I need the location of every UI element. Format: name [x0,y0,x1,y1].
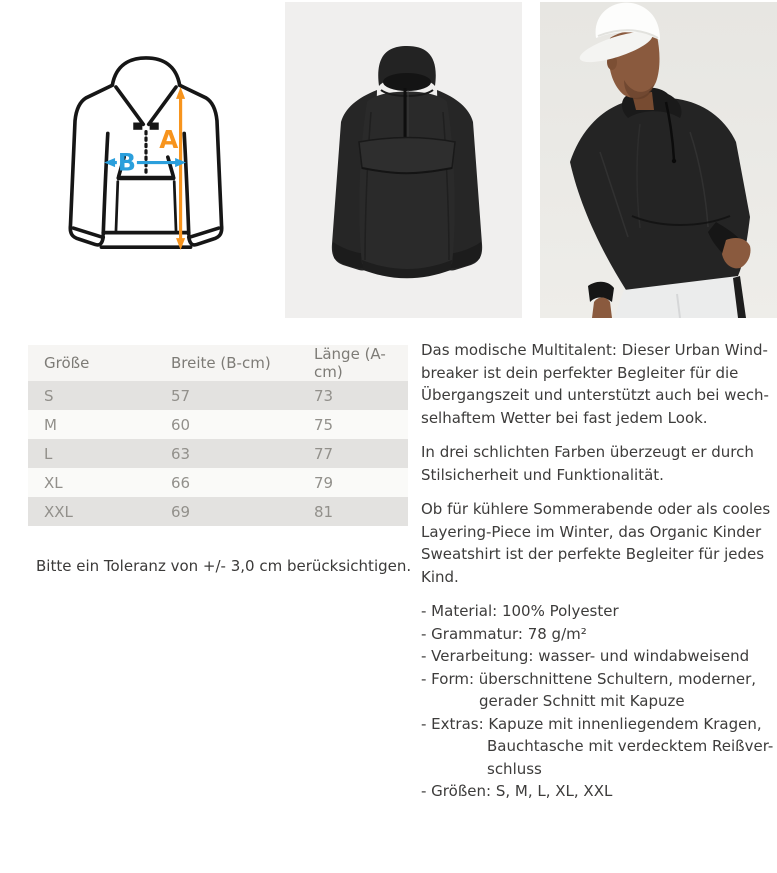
header-groesse: Größe [28,345,155,381]
jacket-outline-drawing [55,46,237,260]
spec-line: schluss [487,759,542,778]
spec-line: - Form: überschnittene Schultern, moderner, [421,669,757,688]
cell-size: S [28,381,155,410]
cell-laenge: 81 [298,497,408,526]
cell-size: XL [28,468,155,497]
black-windbreaker-illustration [285,2,522,318]
size-table [28,345,408,526]
size-measurement-diagram [55,46,237,260]
width-label: B [117,148,136,177]
cell-size: L [28,439,155,468]
spec-line: gerader Schnitt mit Kapuze [479,692,685,710]
cell-laenge: 75 [298,410,408,439]
cell-breite: 66 [155,468,298,497]
table-row [28,468,408,497]
cell-breite: 57 [155,381,298,410]
collar-detail [133,123,142,130]
table-row [28,381,408,410]
length-label: A [159,124,179,154]
size-chart-block [28,345,412,575]
collar-detail [150,123,159,130]
cell-size: M [28,410,155,439]
cell-breite: 60 [155,410,298,439]
product-description [421,339,777,803]
cell-laenge: 73 [298,381,408,410]
cell-laenge: 79 [298,468,408,497]
man-wearing-windbreaker-illustration [540,2,777,318]
cell-size: XXL [28,497,155,526]
header-laenge: Länge (A-cm) [298,345,408,381]
spec-line: - Extras: Kapuze mit innenliegendem Kragen, [421,714,762,733]
tolerance-note: Bitte ein Toleranz von +/- 3,0 cm berücksichtigen. [36,557,412,575]
table-row [28,497,408,526]
table-row [28,410,408,439]
description-paragraph: Das modische Multitalent: Dieser Urban Windbreaker ist dein perfekter Begleiter für die Übergangszeit und unterstützt auch bei wechselhaftem Wetter bei fast jedem Look. [421,341,769,427]
table-row [28,439,408,468]
cell-laenge: 77 [298,439,408,468]
spec-line: - Material: 100% Polyester [421,602,619,620]
cell-breite: 63 [155,439,298,468]
cell-breite: 69 [155,497,298,526]
header-breite: Breite (B-cm) [155,345,298,381]
spec-line: - Größen: S, M, L, XL, XXL [421,782,613,800]
spec-line: - Grammatur: 78 g/m² [421,624,587,643]
spec-line: - Verarbeitung: wasser- und windabweisend [421,647,750,665]
table-header-row [28,345,408,381]
product-photo-flat [285,2,522,318]
description-paragraph: Ob für kühlere Sommerabende oder als cooles Layering-Piece im Winter, das Organic Kinder Sweatshirt ist der perfekte Begleiter für jedes Kind. [421,500,771,586]
spec-list [421,600,777,803]
description-paragraph: In drei schlichten Farben überzeugt er durch Stilsicherheit und Funktionalität. [421,443,754,484]
spec-line: Bauchtasche mit verdecktem Reißver- [487,737,774,755]
product-photo-model [540,2,777,318]
